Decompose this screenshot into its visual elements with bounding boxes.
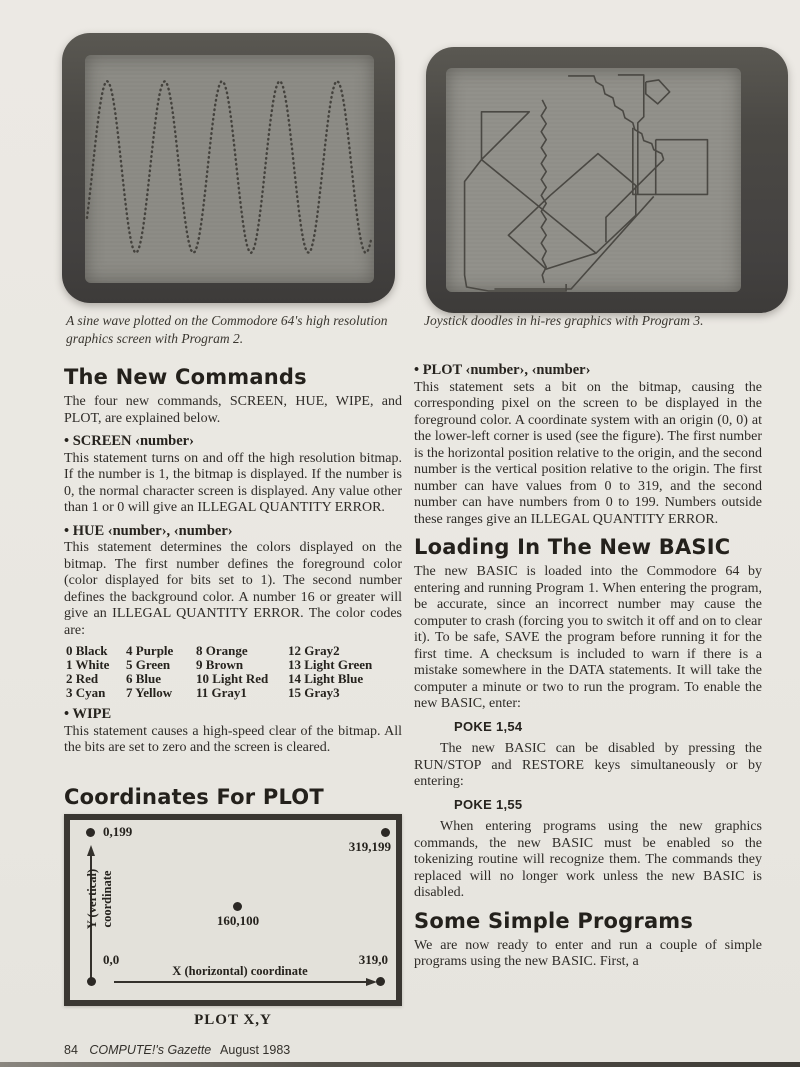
right-column <box>414 362 762 973</box>
plot-command-body: This statement sets a bit on the bitmap, causing the corresponding pixel on the screen to be displayed in the foreground color. A coordinate system with an origin (0, 0) at the lower-left corner is used (see the figure). The first number is the horizontal position relative to the origin, and the second number is the vertical position relative to the origin. The first number can have values from 0 to 319, and the second number can have numbers from 0 to 199. Numbers outside these ranges give an ILLEGAL QUANTITY ERROR. <box>414 379 762 527</box>
crt-screen-doodles <box>446 68 741 292</box>
color-code-cell: 13 Light Green <box>288 657 373 673</box>
color-code-cell: 5 Green <box>126 657 171 673</box>
left-column <box>64 366 402 759</box>
loading-basic-para1: The new BASIC is loaded into the Commodore 64 by entering and running Program 1. When entering the program, be accurate, since an incorrect number may cause the computer to crash (forcing you to switch it off and on to clear it). To be safe, SAVE the program before running it for the first time. A checksum is included to warn if there is a mistake somewhere in the DATA statements. It will take the computer a minute or two to run the program. To enable the new BASIC, enter: <box>414 564 762 712</box>
screen-command-body: This statement turns on and off the high resolution bitmap. If the number is 1, the bitmap is displayed. If the number is 0, the normal character screen is displayed. Any value other than 1 or 0 will give an ILLEGAL QUANTITY ERROR. <box>64 450 402 516</box>
color-code-cell: 3 Cyan <box>66 685 106 701</box>
page-footer <box>64 1043 402 1057</box>
poke-disable-statement: POKE 1,55 <box>454 796 523 812</box>
page-scan-edge <box>0 1062 800 1067</box>
plot-coordinates-diagram <box>64 814 402 1006</box>
wipe-command-body: This statement causes a high-speed clear of the bitmap. All the bits are set to zero and the screen is cleared. <box>64 723 402 756</box>
sine-wave-path <box>87 81 371 253</box>
color-codes-table <box>66 644 402 700</box>
screen-command-label: • SCREEN ‹number› <box>64 433 194 450</box>
heading-simple-programs: Some Simple Programs <box>414 908 694 933</box>
color-code-cell: 15 Gray3 <box>288 685 340 701</box>
plot-command-label: • PLOT ‹number›, ‹number› <box>414 362 591 378</box>
color-code-cell: 0 Black <box>66 643 108 659</box>
color-code-cell: 6 Blue <box>126 671 162 687</box>
new-commands-intro: The four new commands, SCREEN, HUE, WIPE, and PLOT, are explained below. <box>64 394 402 426</box>
color-code-cell: 8 Orange <box>196 643 248 659</box>
y-axis-label: Y (vertical) coordinate <box>85 868 114 930</box>
heading-new-commands: The New Commands <box>64 365 307 389</box>
loading-basic-para3: When entering programs using the new graphics commands, the new BASIC must be enabled so the tokenizing routine will recognize them. The commands they replaced will no longer work unless the new BASIC is disabled. <box>414 819 762 901</box>
monitor-photo-sine <box>62 33 395 303</box>
color-code-cell: 9 Brown <box>196 657 244 673</box>
heading-loading-basic: Loading In The New BASIC <box>414 535 731 559</box>
footer-issue-date: August 1983 <box>220 1043 291 1058</box>
sine-wave-plot <box>85 55 374 283</box>
monitor-photo-doodles <box>426 47 788 313</box>
color-code-cell: 14 Light Blue <box>288 671 364 687</box>
color-code-cell: 11 Gray1 <box>196 685 247 701</box>
color-code-cell: 7 Yellow <box>126 685 173 701</box>
label-point-0-199: 0,199 <box>103 824 133 840</box>
color-code-cell: 1 White <box>66 657 110 673</box>
color-code-cell: 12 Gray2 <box>288 643 340 659</box>
diagram-caption: PLOT X,Y <box>194 1012 272 1029</box>
wipe-command-label: • WIPE <box>64 706 112 723</box>
hue-command-body: This statement determines the colors displayed on the bitmap. The first number defines the foreground color (color displayed for bits set to 1). The second number defines the background color. A number 16 or greater will give an ILLEGAL QUANTITY ERROR. The color codes are: <box>64 540 402 638</box>
hue-command-label: • HUE ‹number›, ‹number› <box>64 522 233 539</box>
caption-sine-wave: A sine wave plotted on the Commodore 64's high resolution graphics screen with Program 2. <box>66 313 388 346</box>
caption-doodles: Joystick doodles in hi-res graphics with Program 3. <box>424 313 704 328</box>
label-point-319-0: 319,0 <box>358 952 388 968</box>
coordinates-section <box>64 786 402 1057</box>
footer-page-number: 84 <box>64 1043 78 1058</box>
label-point-0-0: 0,0 <box>103 952 120 968</box>
footer-magazine-name: COMPUTE!'s Gazette <box>89 1043 212 1058</box>
loading-basic-para2: The new BASIC can be disabled by pressing the RUN/STOP and RESTORE keys simultaneously or by entering: <box>414 741 762 790</box>
x-axis-label: X (horizontal) coordinate <box>172 964 308 979</box>
color-code-cell: 4 Purple <box>126 643 174 659</box>
label-point-319-199: 319,199 <box>348 839 391 855</box>
joystick-doodles-drawing <box>446 68 741 292</box>
poke-enable-statement: POKE 1,54 <box>454 718 523 734</box>
heading-coordinates: Coordinates For PLOT <box>64 785 324 809</box>
crt-screen-sine <box>85 55 374 283</box>
color-code-cell: 10 Light Red <box>196 671 269 687</box>
simple-programs-para: We are now ready to enter and run a couple of simple programs using the new BASIC. First, a <box>414 937 762 970</box>
label-point-160-100: 160,100 <box>216 913 260 929</box>
color-code-cell: 2 Red <box>66 671 99 687</box>
